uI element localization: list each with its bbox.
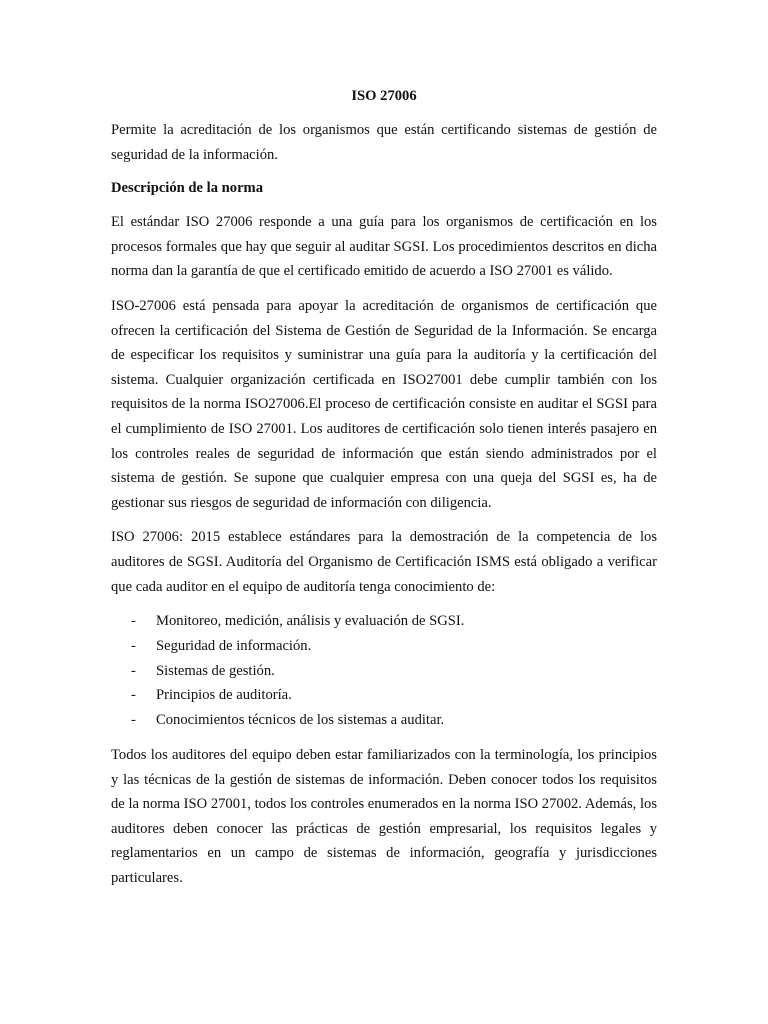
list-item-text: Sistemas de gestión. [156,662,275,679]
document-title: ISO 27006 [351,88,417,104]
list-item-text: Seguridad de información. [156,637,312,654]
list-item [111,634,657,659]
bullet-marker: - [131,687,136,704]
section-heading: Descripción de la norma [111,180,264,197]
list-item-text: Conocimientos técnicos de los sistemas a auditar. [156,712,445,729]
paragraph-4: Todos los auditores del equipo deben estar familiarizados con la terminología, los principios y las técnicas de la gestión de sistemas de información. Deben conocer todos los requisitos de la norma ISO 27001, todos los controles enumerados en la norma ISO 27002. Además, los auditores deben conocer las prácticas de gestión empresarial, los requisitos legales y reglamentarios en un campo de sistemas de información, geografía y jurisdicciones particulares. [111,747,657,887]
paragraph-3: ISO 27006: 2015 establece estándares para la demostración de la competencia de los auditores de SGSI. Auditoría del Organismo de Certificación ISMS está obligado a verificar que cada auditor en el equipo de auditoría tenga conocimiento de: [111,529,657,595]
bullet-marker: - [131,613,136,630]
paragraph-1: El estándar ISO 27006 responde a una guía para los organismos de certificación en los procesos formales que hay que seguir al auditar SGSI. Los procedimientos descritos en dicha norma dan la garantía de que el certificado emitido de acuerdo a ISO 27001 es válido. [111,214,657,280]
bullet-marker: - [131,712,136,729]
list-item-text: Monitoreo, medición, análisis y evaluación de SGSI. [156,613,465,630]
paragraph-2: ISO-27006 está pensada para apoyar la acreditación de organismos de certificación que ofrecen la certificación del Sistema de Gestión de Seguridad de la Información. Se encarga de especificar los requisitos y suministrar una guía para la auditoría y la certificación del sistema. Cualquier organización certificada en ISO27001 debe cumplir también con los requisitos de la norma ISO27006.El proceso de certificación consiste en auditar el SGSI para el cumplimiento de ISO 27001. Los auditores de certificación solo tienen interés pasajero en los controles reales de seguridad de información que están siendo administrados por el sistema de gestión. Se supone que cualquier empresa con una queja del SGSI es, ha de gestionar sus riesgos de seguridad de información con diligencia. [111,297,657,511]
list-item [111,609,657,634]
list-item [111,708,657,733]
document-page [111,86,657,901]
bullet-marker: - [131,662,136,679]
list-item [111,659,657,684]
list-item [111,683,657,708]
list-item-text: Principios de auditoría. [156,687,292,704]
bullet-list [111,609,657,733]
intro-paragraph: Permite la acreditación de los organismos que están certificando sistemas de gestión de seguridad de la información. [111,122,657,163]
bullet-marker: - [131,637,136,654]
